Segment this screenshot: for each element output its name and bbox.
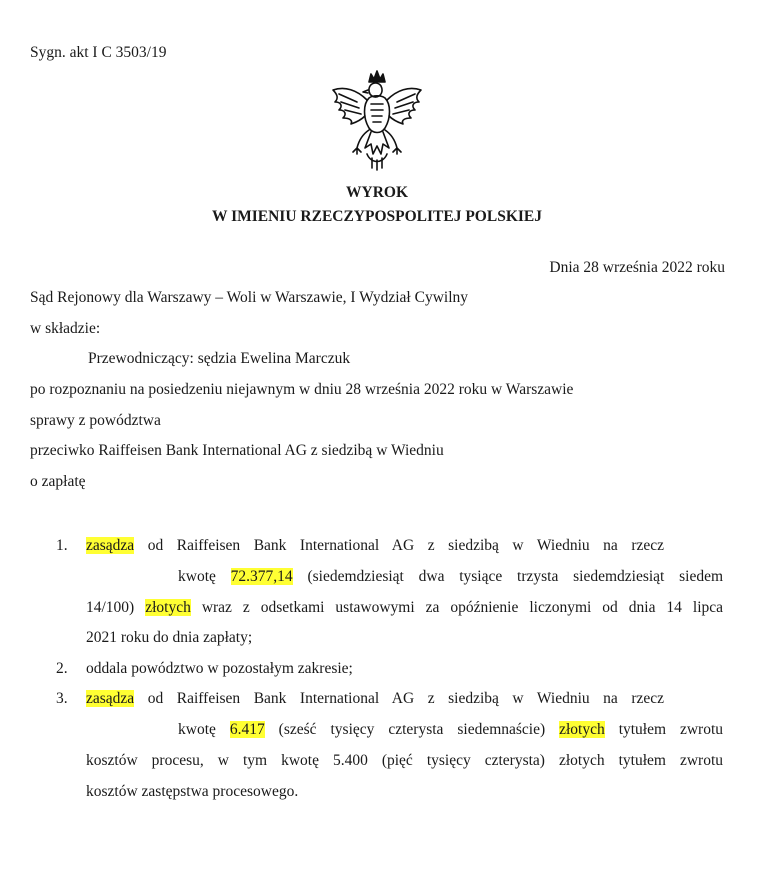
highlighted-verb: zasądza xyxy=(86,537,135,554)
highlighted-currency: złotych xyxy=(145,599,191,616)
judgment-title: WYROK xyxy=(346,184,408,201)
judgment-subtitle: W IMIENIU RZECZYPOSPOLITEJ POLSKIEJ xyxy=(211,208,543,225)
court-name: Sąd Rejonowy dla Warszawy – Woli w Warszawie, I Wydział Cywilny xyxy=(30,289,468,306)
item-line: zasądza od Raiffeisen Bank International AG z siedzibą w Wiedniu na rzecz xyxy=(86,537,664,554)
item-line: 2021 roku do dnia zapłaty; xyxy=(86,629,253,646)
item-line: kosztów zastępstwa procesowego. xyxy=(86,783,299,800)
polish-eagle-emblem-icon xyxy=(327,68,427,176)
item-line: 14/100) złotych wraz z odsetkami ustawowymi za opóźnienie liczonymi od dnia 14 lipca xyxy=(86,599,724,616)
item-line: kosztów procesu, w tym kwotę 5.400 (pięć tysięcy czterysta) złotych tytułem zwrotu xyxy=(86,752,723,769)
item-line: kwotę 72.377,14 (siedemdziesiąt dwa tysiące trzysta siedemdziesiąt siedem xyxy=(178,568,724,585)
item-line: zasądza od Raiffeisen Bank International AG z siedzibą w Wiedniu na rzecz xyxy=(86,690,664,707)
highlighted-currency: złotych xyxy=(559,721,605,738)
highlighted-amount: 6.417 xyxy=(229,721,265,738)
hearing-info: po rozpoznaniu na posiedzeniu niejawnym w dniu 28 września 2022 roku w Warszawie xyxy=(30,381,574,398)
case-signature: Sygn. akt I C 3503/19 xyxy=(30,44,167,61)
defendant: przeciwko Raiffeisen Bank International AG z siedzibą w Wiedniu xyxy=(30,442,444,459)
case-subject: o zapłatę xyxy=(30,473,86,490)
judgment-date: Dnia 28 września 2022 roku xyxy=(549,259,725,276)
highlighted-amount: 72.377,14 xyxy=(230,568,293,585)
item-number: 3. xyxy=(56,690,68,707)
item-line: kwotę 6.417 (sześć tysięcy czterysta siedemnaście) złotych tytułem zwrotu xyxy=(178,721,724,738)
item-number: 2. xyxy=(56,660,68,677)
composition-label: w składzie: xyxy=(30,320,101,337)
item-number: 1. xyxy=(56,537,68,554)
case-type: sprawy z powództwa xyxy=(30,412,161,429)
presiding-judge: Przewodniczący: sędzia Ewelina Marczuk xyxy=(88,350,351,367)
highlighted-verb: zasądza xyxy=(86,690,135,707)
item-line: oddala powództwo w pozostałym zakresie; xyxy=(86,660,353,677)
